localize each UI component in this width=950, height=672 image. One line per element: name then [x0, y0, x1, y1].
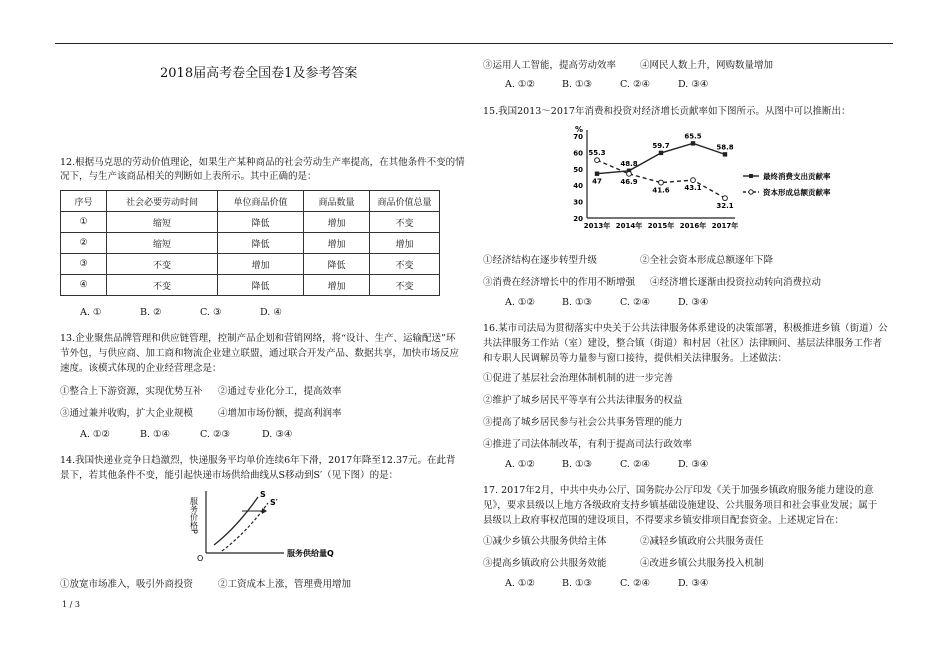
q16-option-b[interactable]: B. ①③: [562, 459, 593, 470]
curve-s-label: S: [260, 490, 266, 499]
q15-choice-3: ③消费在经济增长中的作用不断增强: [483, 277, 636, 288]
x-tick-label: 2015年: [647, 222, 675, 230]
y-tick-label: 60: [573, 149, 583, 158]
data-point: [595, 158, 600, 163]
data-point: [595, 172, 599, 176]
q17-option-b[interactable]: B. ①③: [562, 578, 593, 589]
y-tick-label: 70: [573, 133, 583, 141]
data-label: 65.5: [684, 132, 702, 141]
q14-stem-line2: 景下，若其他条件不变，能引起快递市场供给曲线从S移动到S′（见下图）的是：: [60, 470, 399, 481]
q17-stem-line3: 县级以上政府事权范围的建设项目，不得要求乡镇安排项目配套资金。上述规定旨在：: [483, 515, 845, 526]
data-label: 48.8: [620, 159, 638, 168]
q16-option-c[interactable]: C. ②④: [620, 459, 651, 470]
q13-option-b[interactable]: B. ①④: [140, 429, 171, 440]
table-header: 单位商品价值: [218, 191, 304, 212]
page-title: 2018届高考卷全国卷1及参考答案: [160, 66, 358, 81]
q15-stem: 15.我国2013～2017年消费和投资对经济增长贡献率如下图所示。从图中可以推断出：: [483, 106, 851, 117]
q15-option-a[interactable]: A. ①②: [505, 297, 535, 308]
data-point: [723, 152, 727, 156]
table-cell: 降低: [304, 254, 370, 275]
q16-choice-3: ③提高了城乡居民参与社会公共事务管理的能力: [483, 417, 683, 428]
x-tick-label: 2014年: [615, 222, 643, 230]
x-tick-label: 2013年: [583, 222, 611, 230]
x-axis-label: 服务供给量Q: [287, 549, 334, 558]
q16-option-d[interactable]: D. ③④: [678, 459, 709, 470]
table-cell: 不变: [370, 254, 440, 275]
legend-marker: [749, 190, 753, 194]
table-cell: 降低: [218, 212, 304, 233]
table-cell: 不变: [370, 212, 440, 233]
q15-option-b[interactable]: B. ①③: [562, 297, 593, 308]
y-axis-unit: %: [575, 125, 584, 134]
q14-stem-line1: 14.我国快递业竞争日趋激烈，快递服务平均单价连续6年下滑，2017年降至12.37元。在此背: [60, 455, 456, 466]
data-label: 47: [592, 177, 602, 186]
data-label: 43.1: [684, 184, 702, 193]
data-point: [627, 171, 632, 176]
q14-choice-4: ④网民人数上升，网购数量增加: [640, 60, 774, 71]
q16-option-a[interactable]: A. ①②: [505, 459, 535, 470]
q12-option-a[interactable]: A. ①: [80, 307, 102, 318]
q17-stem-line2: 见》，要求县级以上地方各级政府支持乡镇基础设施建设、公共服务项目和社会事业发展；属于: [483, 500, 878, 511]
data-label: 55.3: [588, 149, 606, 158]
data-label: 32.1: [716, 202, 734, 211]
data-label: 41.6: [652, 186, 670, 195]
table-cell: 缩短: [107, 212, 218, 233]
q13-choice-1: ①整合上下游资源，实现优势互补: [60, 386, 203, 397]
table-header: 商品价值总量: [370, 191, 440, 212]
data-point: [691, 178, 696, 183]
q13-stem-line2: 节外包，与供应商、加工商和物流企业建立联盟，通过联合开发产品、数据共享，加快市场反应: [60, 348, 460, 359]
table-header-row: [61, 191, 440, 212]
q14-option-a[interactable]: A. ①②: [505, 79, 535, 90]
table-cell: 增加: [304, 275, 370, 296]
q17-choice-3: ③提高乡镇政府公共服务效能: [483, 558, 607, 569]
q15-option-d[interactable]: D. ③④: [678, 297, 709, 308]
table-row: [61, 275, 440, 296]
q14-option-c[interactable]: C. ②④: [620, 79, 651, 90]
q13-option-a[interactable]: A. ①②: [80, 429, 110, 440]
y-tick-label: 20: [573, 215, 583, 223]
table-cell: 增加: [304, 233, 370, 254]
q13-choice-3: ③通过兼并收购，扩大企业规模: [60, 408, 194, 419]
q15-choice-4: ④经济增长逐渐由投资拉动转向消费拉动: [650, 277, 822, 288]
q17-option-d[interactable]: D. ③④: [678, 578, 709, 589]
data-label: 59.7: [652, 141, 670, 150]
q14-choice-2: ②工资成本上涨，管理费用增加: [218, 579, 352, 590]
q17-choice-1: ①减少乡镇公共服务供给主体: [483, 536, 607, 547]
legend-entry: 资本形成总额贡献率: [763, 188, 831, 197]
q17-option-a[interactable]: A. ①②: [505, 578, 535, 589]
q12-stem-line2: 况下，与生产该商品相关的判断如上表所示。其中正确的是：: [60, 171, 317, 182]
table-cell: 不变: [107, 254, 218, 275]
table-cell: ③: [61, 254, 107, 275]
table-cell: ①: [61, 212, 107, 233]
q12-option-b[interactable]: B. ②: [140, 307, 162, 318]
table-cell: 降低: [218, 275, 304, 296]
q16-choice-1: ①促进了基层社会治理体制机制的进一步完善: [483, 373, 674, 384]
q17-choice-4: ④改进乡镇公共服务投入机制: [640, 558, 764, 569]
q13-stem-line3: 速度。该模式体现的企业经营理念是：: [60, 363, 222, 374]
q14-option-d[interactable]: D. ③④: [678, 79, 709, 90]
legend-entry: 最终消费支出贡献率: [763, 172, 831, 181]
table-cell: 降低: [218, 233, 304, 254]
q13-choice-4: ④增加市场份额，提高利润率: [218, 408, 342, 419]
y-tick-label: 30: [573, 198, 583, 207]
q13-option-d[interactable]: D. ③④: [262, 429, 293, 440]
curve-s-prime-label: S′: [270, 498, 278, 507]
q16-stem-line2: 共法律服务工作站（室）建设，整合镇（街道）和村居（社区）法律顾问、基层法律服务工作者: [483, 338, 883, 349]
shift-arrowhead: [262, 508, 267, 514]
supply-curve-s: [214, 497, 258, 545]
q13-stem-line1: 13.企业聚焦品牌管理和供应链管理，控制产品企划和营销网络，将“设计、生产、运输配送”环: [60, 333, 456, 344]
q16-choice-4: ④推进了司法体制改革，有利于提高司法行政效率: [483, 439, 693, 450]
q12-stem-line1: 12.根据马克思的劳动价值理论，如果生产某种商品的社会劳动生产率提高，在其他条件不变的情: [60, 157, 465, 168]
q12-option-d[interactable]: D. ④: [260, 307, 282, 318]
y-tick-label: 50: [573, 165, 583, 174]
table-cell: 增加: [218, 254, 304, 275]
table-cell: 增加: [304, 212, 370, 233]
q12-table: [60, 190, 440, 296]
q16-stem-line1: 16.某市司法局为贯彻落实中央关于公共法律服务体系建设的决策部署，积极推进乡镇（街道）公: [483, 323, 888, 334]
q15-choice-2: ②全社会资本形成总额逐年下降: [640, 255, 774, 266]
table-row: [61, 254, 440, 275]
q17-option-c[interactable]: C. ②④: [620, 578, 651, 589]
supply-curve-s-prime: [222, 503, 268, 551]
data-label: 46.9: [620, 177, 638, 186]
table-cell: ④: [61, 275, 107, 296]
legend-marker: [749, 174, 753, 178]
table-row: [61, 233, 440, 254]
q15-option-c[interactable]: C. ②④: [620, 297, 651, 308]
q14-choice-3: ③运用人工智能，提高劳动效率: [483, 60, 617, 71]
table-cell: ②: [61, 233, 107, 254]
x-tick-label: 2016年: [679, 222, 707, 230]
q13-choice-2: ②通过专业化分工，提高效率: [218, 386, 342, 397]
q13-option-c[interactable]: C. ②③: [200, 429, 231, 440]
data-label: 58.8: [716, 143, 734, 152]
data-point: [659, 151, 663, 155]
table-cell: 缩短: [107, 233, 218, 254]
q17-stem-line1: 17. 2017年2月，中共中央办公厅、国务院办公厅印发《关于加强乡镇政府服务能力建设的意: [483, 485, 874, 496]
data-point: [723, 196, 728, 201]
contribution-line-chart: [563, 124, 853, 234]
y-axis-label: 服务价格P: [189, 497, 199, 534]
table-cell: 不变: [107, 275, 218, 296]
table-cell: 增加: [370, 233, 440, 254]
table-cell: 不变: [370, 275, 440, 296]
top-rule: [55, 43, 893, 44]
data-point: [659, 180, 664, 185]
table-row: [61, 212, 440, 233]
q17-choice-2: ②减轻乡镇政府公共服务责任: [640, 536, 764, 547]
x-tick-label: 2017年: [711, 222, 739, 230]
q16-stem-line3: 和专职人民调解员等力量参与窗口接待，提供相关法律服务。上述做法：: [483, 353, 788, 364]
origin-label: O: [197, 554, 204, 563]
q12-option-c[interactable]: C. ③: [200, 307, 222, 318]
q14-option-b[interactable]: B. ①③: [562, 79, 593, 90]
y-tick-label: 40: [573, 182, 583, 191]
q15-choice-1: ①经济结构在逐步转型升级: [483, 255, 598, 266]
table-header: 社会必要劳动时间: [107, 191, 218, 212]
table-header: 序号: [61, 191, 107, 212]
q14-choice-1: ①放宽市场准入，吸引外商投资: [60, 579, 194, 590]
page-number: 1 / 3: [62, 600, 80, 609]
data-point: [691, 141, 695, 145]
supply-curve-graph: [189, 487, 342, 567]
table-header: 商品数量: [304, 191, 370, 212]
q16-choice-2: ②维护了城乡居民平等享有公共法律服务的权益: [483, 395, 683, 406]
